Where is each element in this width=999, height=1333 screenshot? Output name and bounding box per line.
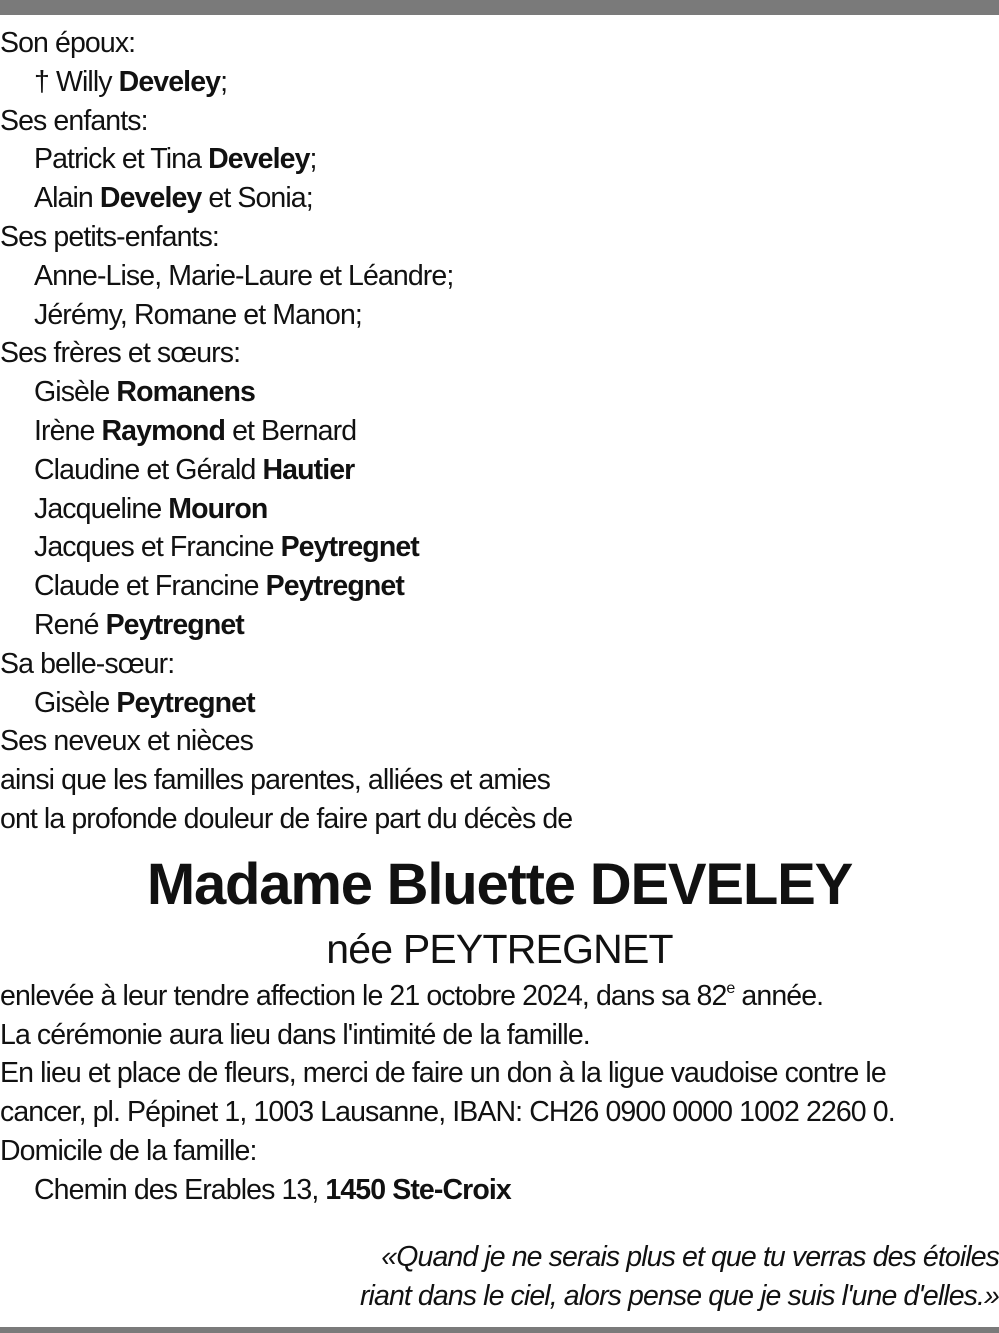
siblings-heading: Ses frères et sœurs: bbox=[0, 337, 241, 370]
passing-text: enlevée à leur tendre affection le 21 octobre 2024, dans sa 82 bbox=[0, 979, 727, 1012]
sibling-first: Gisèle bbox=[34, 376, 117, 409]
quote-line: riant dans le ciel, alors pense que je suis l'une d'elles.» bbox=[359, 1280, 999, 1312]
donation-line: En lieu et place de fleurs, merci de faire un don à la ligue vaudoise contre le bbox=[0, 1057, 886, 1090]
announcement-line: ont la profonde douleur de faire part du décès de bbox=[0, 802, 573, 835]
sibling-first: Jacques et Francine bbox=[34, 531, 281, 564]
passing-line bbox=[0, 977, 999, 1016]
sibling-last: Hautier bbox=[262, 453, 355, 486]
sister-in-law-first: Gisèle bbox=[34, 686, 117, 719]
sibling-line bbox=[0, 373, 999, 412]
top-rule bbox=[0, 0, 999, 15]
spouse-line bbox=[0, 63, 999, 102]
families-line: ainsi que les familles parentes, alliées et amies bbox=[0, 764, 550, 797]
spouse-first: Willy bbox=[48, 65, 119, 98]
child-first: Patrick et Tina bbox=[34, 143, 209, 176]
address-line bbox=[0, 1171, 999, 1210]
child-first: Alain bbox=[34, 182, 100, 215]
sibling-last: Romanens bbox=[116, 376, 255, 409]
children-heading: Ses enfants: bbox=[0, 104, 148, 137]
sister-in-law-last: Peytregnet bbox=[116, 686, 255, 719]
grandchildren-heading: Ses petits-enfants: bbox=[0, 220, 219, 253]
sibling-last: Peytregnet bbox=[265, 570, 404, 603]
sibling-first: René bbox=[34, 608, 106, 641]
sibling-first: Irène bbox=[34, 414, 102, 447]
spouse-end: ; bbox=[220, 65, 228, 98]
child-last: Develey bbox=[208, 143, 310, 176]
sibling-last: Peytregnet bbox=[280, 531, 419, 564]
sibling-end: et Bernard bbox=[225, 414, 357, 447]
deceased-name: Madame Bluette DEVELEY bbox=[146, 851, 853, 917]
sibling-first: Jacqueline bbox=[34, 492, 169, 525]
address-city: 1450 Ste-Croix bbox=[325, 1173, 511, 1206]
spouse-heading: Son époux: bbox=[0, 27, 136, 59]
bottom-rule bbox=[0, 1327, 999, 1333]
sibling-line bbox=[0, 451, 999, 490]
child-last: Develey bbox=[99, 182, 202, 215]
sibling-first: Claudine et Gérald bbox=[34, 453, 263, 486]
cross-symbol: † bbox=[34, 65, 49, 98]
grandchildren-line: Jérémy, Romane et Manon; bbox=[34, 298, 362, 331]
child-end: ; bbox=[309, 143, 317, 176]
obituary-text bbox=[0, 24, 999, 1210]
sibling-line bbox=[0, 567, 999, 606]
child-end: et Sonia; bbox=[201, 182, 313, 215]
sister-in-law-line bbox=[0, 684, 999, 723]
ceremony-line: La cérémonie aura lieu dans l'intimité de la famille. bbox=[0, 1018, 590, 1051]
child-line bbox=[0, 179, 999, 218]
passing-text-end: année. bbox=[734, 979, 824, 1012]
sibling-last: Raymond bbox=[101, 414, 226, 447]
sibling-line bbox=[0, 490, 999, 529]
sibling-line bbox=[0, 528, 999, 567]
grandchildren-line: Anne-Lise, Marie-Laure et Léandre; bbox=[34, 259, 454, 292]
quote-line: «Quand je ne serais plus et que tu verras des étoiles bbox=[381, 1241, 999, 1273]
sister-in-law-heading: Sa belle-sœur: bbox=[0, 647, 175, 680]
spouse-last: Develey bbox=[118, 65, 221, 98]
sibling-last: Peytregnet bbox=[105, 608, 244, 641]
child-line bbox=[0, 140, 999, 179]
ordinal-suffix: e bbox=[726, 979, 735, 997]
deceased-block bbox=[0, 849, 999, 977]
sibling-first: Claude et Francine bbox=[34, 570, 266, 603]
nephews-line: Ses neveux et nièces bbox=[0, 725, 253, 758]
sibling-last: Mouron bbox=[168, 492, 268, 525]
closing-quote bbox=[360, 1238, 999, 1316]
birth-name: née PEYTREGNET bbox=[326, 925, 673, 972]
donation-line: cancer, pl. Pépinet 1, 1003 Lausanne, IBAN: CH26 0900 0000 1002 2260 0. bbox=[0, 1096, 895, 1129]
sibling-line bbox=[0, 606, 999, 645]
address-street: Chemin des Erables 13, bbox=[34, 1173, 326, 1206]
domicile-heading: Domicile de la famille: bbox=[0, 1134, 257, 1167]
sibling-line bbox=[0, 412, 999, 451]
